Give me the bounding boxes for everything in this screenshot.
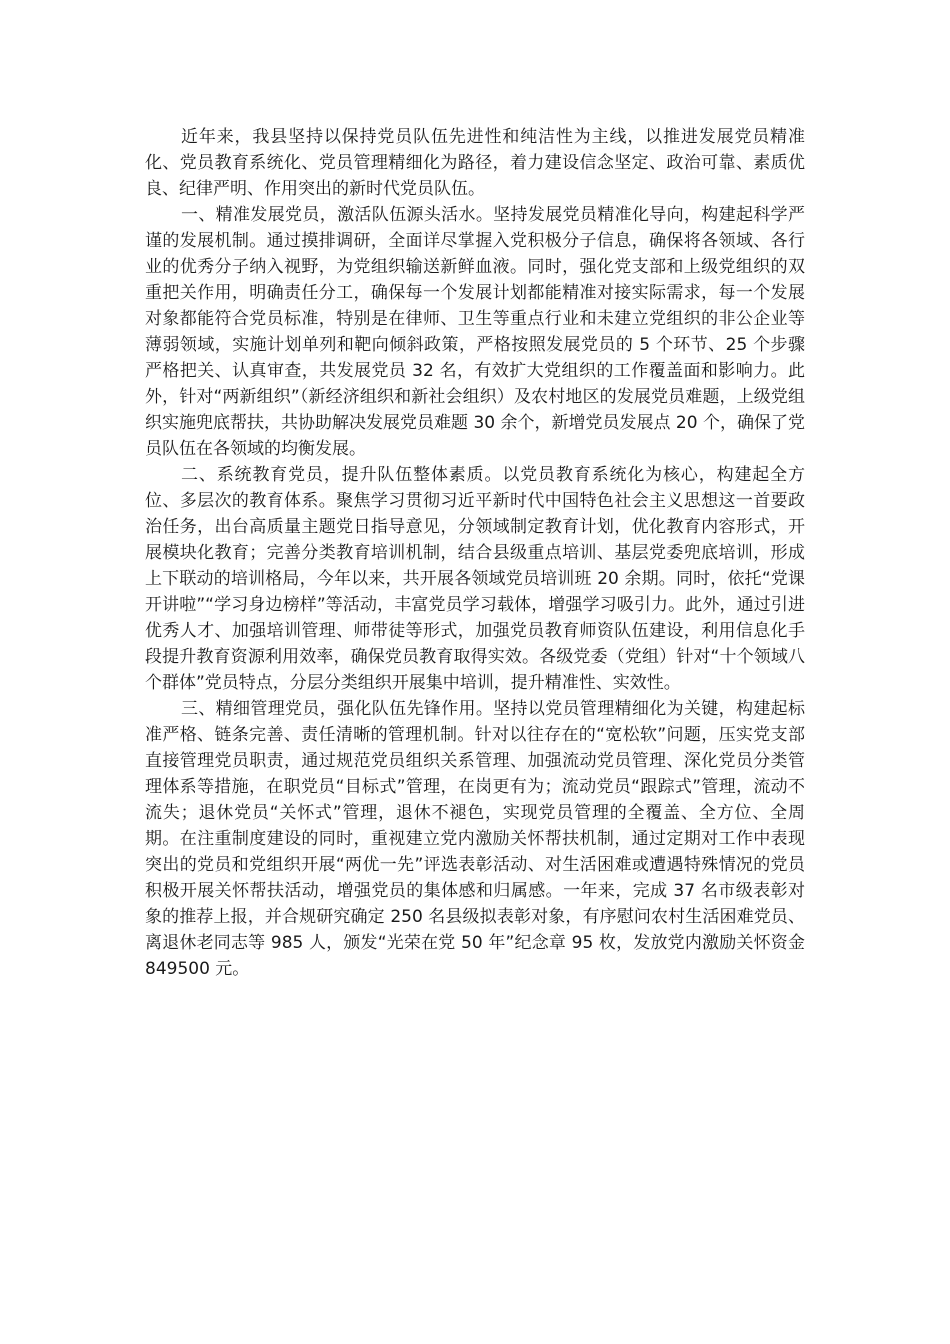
section-3-paragraph: 三、精细管理党员，强化队伍先锋作用。坚持以党员管理精细化为关键，构建起标准严格、链条完善、责任清晰的管理机制。针对以往存在的“宽松软”问题，压实党支部直接管理党员职责，通过规范党员组织关系管理、加强流动党员管理、深化党员分类管理体系等措施，在职党员“目标式”管理，在岗更有为；流动党员“跟踪式”管理，流动不流失；退休党员“关怀式”管理，退休不褪色，实现党员管理的全覆盖、全方位、全周期。在注重制度建设的同时，重视建立党内激励关怀帮扶机制，通过定期对工作中表现突出的党员和党组织开展“两优一先”评选表彰活动、对生活困难或遭遇特殊情况的党员积极开展关怀帮扶活动，增强党员的集体感和归属感。一年来，完成 37 名市级表彰对象的推荐上报，并合规研究确定 250 名县级拟表彰对象，有序慰问农村生活困难党员、离退休老同志等 985 人，颁发“光荣在党 50 年”纪念章 95 枚，发放党内激励关怀资金 849500 元。 — [145, 699, 805, 979]
intro-paragraph: 近年来，我县坚持以保持党员队伍先进性和纯洁性为主线，以推进发展党员精准化、党员教育系统化、党员管理精细化为路径，着力建设信念坚定、政治可靠、素质优良、纪律严明、作用突出的新时代党员队伍。 — [145, 127, 805, 199]
section-2-paragraph: 二、系统教育党员，提升队伍整体素质。以党员教育系统化为核心，构建起全方位、多层次的教育体系。聚焦学习贯彻习近平新时代中国特色社会主义思想这一首要政治任务，出台高质量主题党日指导意见，分领域制定教育计划，优化教育内容形式，开展模块化教育；完善分类教育培训机制，结合县级重点培训、基层党委兜底培训，形成上下联动的培训格局，今年以来，共开展各领域党员培训班 20 余期。同时，依托“党课开讲啦”“学习身边榜样”等活动，丰富党员学习载体，增强学习吸引力。此外，通过引进优秀人才、加强培训管理、师带徒等形式，加强党员教育师资队伍建设，利用信息化手段提升教育资源利用效率，确保党员教育取得实效。各级党委（党组）针对“十个领域八个群体”党员特点，分层分类组织开展集中培训，提升精准性、实效性。 — [145, 465, 805, 693]
document-body — [145, 124, 805, 982]
section-1-paragraph: 一、精准发展党员，激活队伍源头活水。坚持发展党员精准化导向，构建起科学严谨的发展机制。通过摸排调研，全面详尽掌握入党积极分子信息，确保将各领域、各行业的优秀分子纳入视野，为党组织输送新鲜血液。同时，强化党支部和上级党组织的双重把关作用，明确责任分工，确保每一个发展计划都能精准对接实际需求，每一个发展对象都能符合党员标准，特别是在律师、卫生等重点行业和未建立党组织的非公企业等薄弱领域，实施计划单列和靶向倾斜政策，严格按照发展党员的 5 个环节、25 个步骤严格把关、认真审查，共发展党员 32 名，有效扩大党组织的工作覆盖面和影响力。此外，针对“两新组织”（新经济组织和新社会组织）及农村地区的发展党员难题，上级党组织实施兜底帮扶，共协助解决发展党员难题 30 余个，新增党员发展点 20 个，确保了党员队伍在各领域的均衡发展。 — [145, 205, 805, 459]
